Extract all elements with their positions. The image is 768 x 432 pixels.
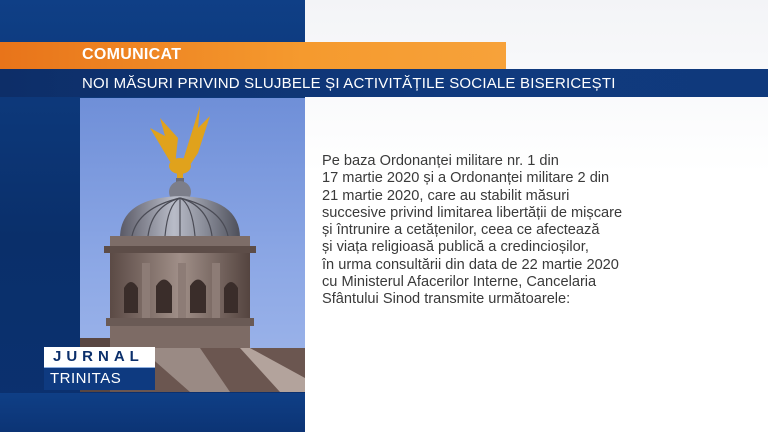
channel-logo-top <box>44 347 155 367</box>
category-label: COMUNICAT <box>82 46 182 63</box>
text-line: Sfântului Sinod transmite următoarele: <box>322 291 571 308</box>
text-line: 21 martie 2020, care au stabilit măsuri <box>322 187 570 204</box>
logo-trinitas-text: TRINITAS <box>50 370 122 387</box>
text-line: și întrunire a cetățenilor, ceea ce afectează <box>322 222 600 239</box>
category-bar <box>0 42 506 69</box>
announcement-text <box>322 153 742 309</box>
headline-bar <box>0 69 768 97</box>
text-line: cu Ministerul Afacerilor Interne, Cancelaria <box>322 274 597 291</box>
bottom-strip <box>0 393 305 432</box>
text-line: și viața religioasă publică a credincioșilor, <box>322 239 589 256</box>
channel-logo-bottom <box>44 367 155 390</box>
text-line: 17 martie 2020 și a Ordonanței militare 2 din <box>322 170 610 187</box>
headline-title: NOI MĂSURI PRIVIND SLUJBELE ȘI ACTIVITĂȚILE SOCIALE BISERICEȘTI <box>82 75 616 92</box>
logo-jurnal-text: JURNAL <box>53 348 144 365</box>
text-line: Pe baza Ordonanței militare nr. 1 din <box>322 153 559 169</box>
text-line: în urma consultării din data de 22 martie 2020 <box>322 256 619 273</box>
text-line: succesive privind limitarea libertății de mișcare <box>322 204 623 221</box>
